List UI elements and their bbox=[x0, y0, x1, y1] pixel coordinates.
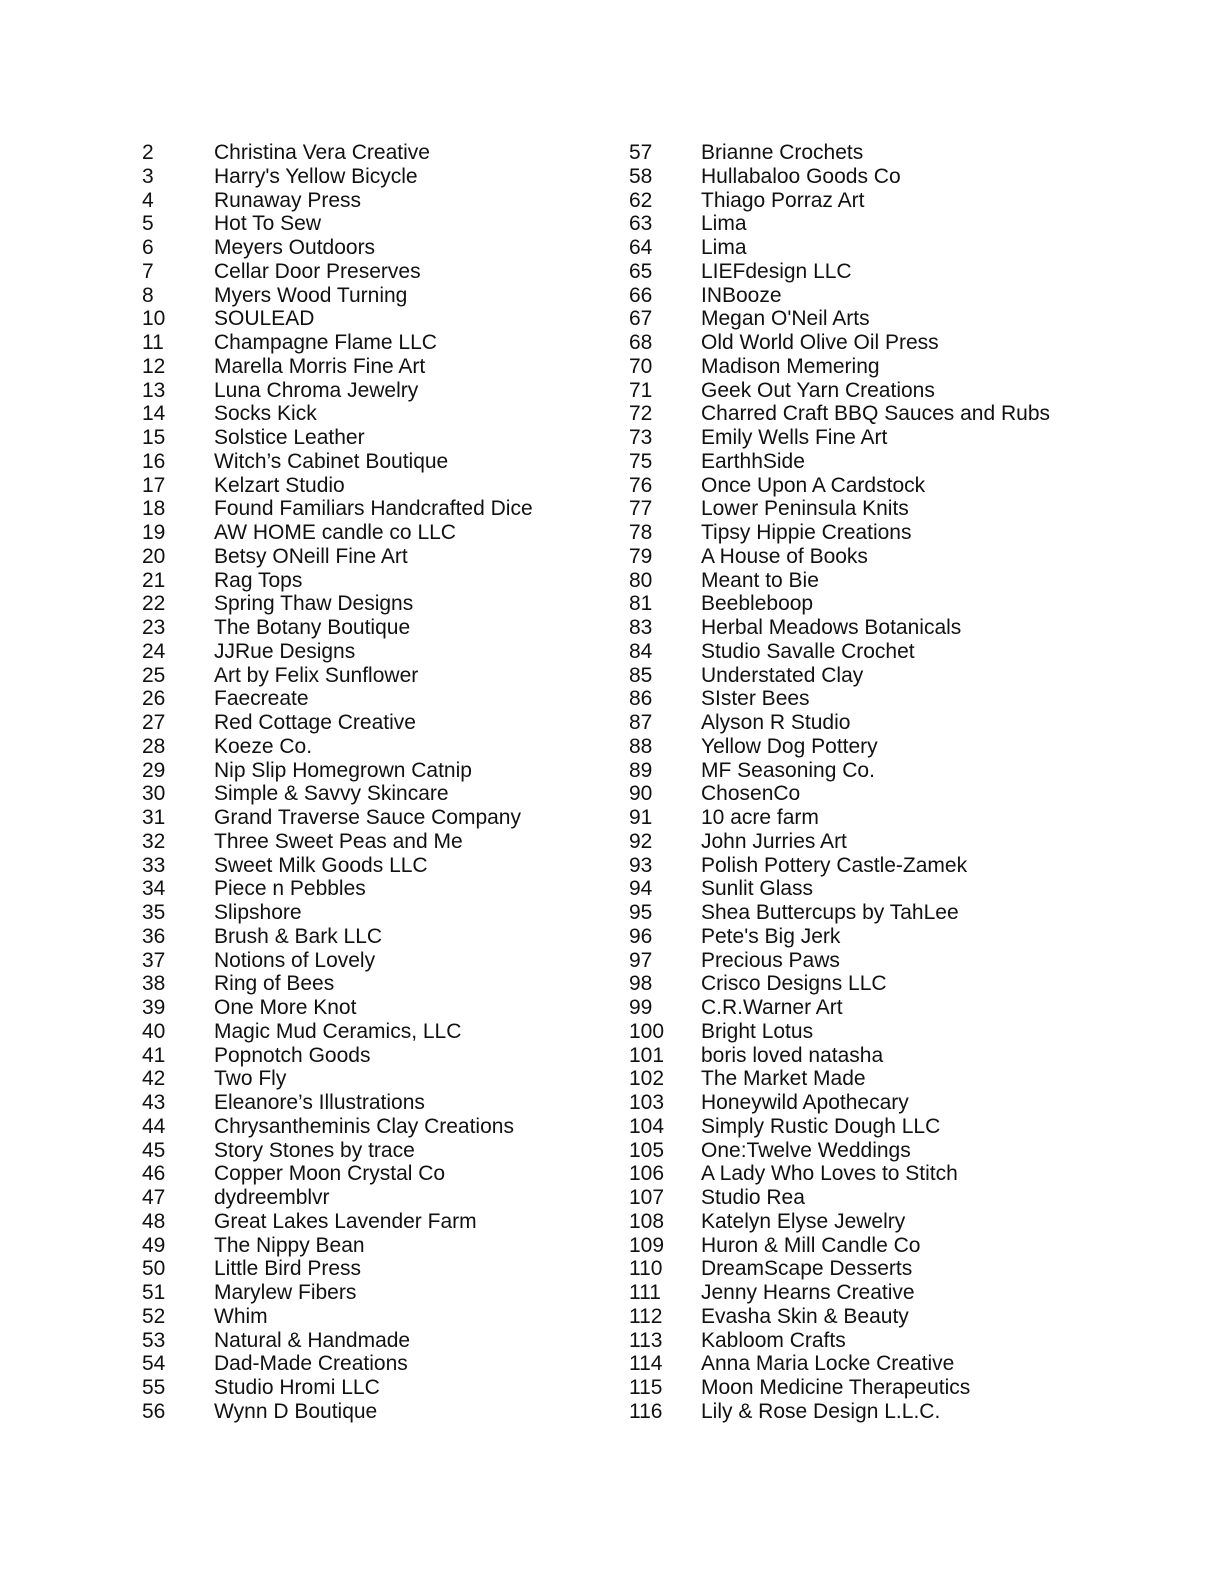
booth-number: 72 bbox=[629, 402, 653, 426]
vendor-name: Meyers Outdoors bbox=[214, 236, 376, 259]
vendor-name: Pete's Big Jerk bbox=[701, 924, 841, 948]
vendor-name: Studio Hromi LLC bbox=[214, 1376, 380, 1399]
vendor-name: Witch’s Cabinet Boutique bbox=[214, 449, 449, 473]
booth-number: 77 bbox=[629, 497, 653, 521]
booth-number: 22 bbox=[142, 592, 166, 616]
vendor-name: Studio Savalle Crochet bbox=[701, 639, 915, 663]
vendor-name: Red Cottage Creative bbox=[214, 711, 416, 734]
booth-number: 63 bbox=[629, 212, 653, 236]
booth-number: 92 bbox=[629, 829, 653, 853]
booth-number: 116 bbox=[629, 1399, 663, 1423]
booth-number: 81 bbox=[629, 592, 653, 616]
vendor-name: Emily Wells Fine Art bbox=[701, 426, 888, 449]
booth-number: 84 bbox=[629, 639, 653, 663]
vendor-name: Marylew Fibers bbox=[214, 1281, 357, 1304]
vendor-name: Grand Traverse Sauce Company bbox=[214, 806, 521, 829]
vendor-name: Evasha Skin & Beauty bbox=[701, 1304, 909, 1328]
booth-number: 11 bbox=[142, 331, 164, 354]
booth-number: 28 bbox=[142, 734, 166, 758]
vendor-name: One More Knot bbox=[214, 996, 357, 1019]
vendor-name: Lima bbox=[701, 236, 747, 259]
booth-number: 83 bbox=[629, 616, 653, 639]
vendor-name: The Nippy Bean bbox=[214, 1233, 365, 1257]
booth-number: 94 bbox=[629, 877, 653, 901]
booth-number: 54 bbox=[142, 1352, 166, 1376]
vendor-name: Precious Paws bbox=[701, 948, 840, 972]
booth-number: 62 bbox=[629, 188, 653, 212]
vendor-name: Ring of Bees bbox=[214, 972, 335, 996]
vendor-name: John Jurries Art bbox=[701, 829, 847, 853]
booth-number: 31 bbox=[142, 806, 166, 829]
booth-number: 70 bbox=[629, 354, 653, 378]
booth-number: 115 bbox=[629, 1376, 663, 1399]
booth-number: 73 bbox=[629, 426, 653, 449]
booth-number: 40 bbox=[142, 1019, 166, 1043]
booth-number: 41 bbox=[142, 1043, 166, 1067]
vendor-name: Huron & Mill Candle Co bbox=[701, 1233, 921, 1257]
booth-number: 66 bbox=[629, 283, 653, 307]
booth-number: 91 bbox=[629, 806, 653, 829]
vendor-name: Yellow Dog Pottery bbox=[701, 734, 878, 758]
vendor-name: Dad-Made Creations bbox=[214, 1352, 408, 1376]
booth-number: 112 bbox=[629, 1304, 663, 1328]
booth-number: 48 bbox=[142, 1209, 166, 1233]
vendor-name: Simple & Savvy Skincare bbox=[214, 782, 449, 806]
vendor-name: AW HOME candle co LLC bbox=[214, 521, 456, 544]
booth-number: 17 bbox=[142, 473, 166, 497]
vendor-name: Herbal Meadows Botanicals bbox=[701, 616, 962, 639]
booth-number: 86 bbox=[629, 687, 653, 711]
vendor-name: LIEFdesign LLC bbox=[701, 259, 852, 283]
vendor-name: Jenny Hearns Creative bbox=[701, 1281, 915, 1304]
vendor-name: Copper Moon Crystal Co bbox=[214, 1162, 446, 1186]
booth-number: 57 bbox=[629, 141, 653, 164]
booth-number: 51 bbox=[142, 1281, 166, 1304]
booth-number: 96 bbox=[629, 924, 653, 948]
vendor-name: Shea Buttercups by TahLee bbox=[701, 901, 959, 924]
vendor-name: Charred Craft BBQ Sauces and Rubs bbox=[701, 402, 1051, 426]
booth-number: 6 bbox=[142, 236, 154, 259]
vendor-name: Three Sweet Peas and Me bbox=[214, 829, 463, 853]
vendor-name: SOULEAD bbox=[214, 307, 315, 331]
vendor-name: EarthhSide bbox=[701, 449, 805, 473]
booth-number: 21 bbox=[142, 568, 166, 592]
booth-number: 110 bbox=[629, 1257, 663, 1281]
vendor-name: Tipsy Hippie Creations bbox=[701, 521, 912, 544]
booth-number: 56 bbox=[142, 1399, 166, 1423]
vendor-name: Old World Olive Oil Press bbox=[701, 331, 939, 354]
vendor-name: Anna Maria Locke Creative bbox=[701, 1352, 955, 1376]
booth-number: 39 bbox=[142, 996, 166, 1019]
booth-number: 27 bbox=[142, 711, 166, 734]
booth-number: 107 bbox=[629, 1186, 665, 1209]
vendor-name: MF Seasoning Co. bbox=[701, 758, 875, 782]
booth-number: 104 bbox=[629, 1114, 665, 1138]
booth-number: 3 bbox=[142, 164, 154, 188]
booth-number: 98 bbox=[629, 972, 653, 996]
vendor-name: dydreemblvr bbox=[214, 1186, 330, 1209]
vendor-name: Notions of Lovely bbox=[214, 948, 376, 972]
booth-number: 29 bbox=[142, 758, 166, 782]
vendor-name: Great Lakes Lavender Farm bbox=[214, 1209, 477, 1233]
booth-number: 88 bbox=[629, 734, 653, 758]
vendor-name: Christina Vera Creative bbox=[214, 141, 430, 164]
booth-number: 93 bbox=[629, 853, 653, 877]
vendor-name: Kabloom Crafts bbox=[701, 1328, 846, 1352]
vendor-name: Koeze Co. bbox=[214, 734, 313, 758]
booth-number: 65 bbox=[629, 259, 653, 283]
vendor-name: Moon Medicine Therapeutics bbox=[701, 1376, 971, 1399]
booth-number: 75 bbox=[629, 449, 653, 473]
vendor-name: Lily & Rose Design L.L.C. bbox=[701, 1399, 941, 1423]
vendor-name: Hullabaloo Goods Co bbox=[701, 164, 901, 188]
booth-number: 111 bbox=[629, 1281, 661, 1304]
booth-number: 30 bbox=[142, 782, 166, 806]
vendor-name: Hot To Sew bbox=[214, 212, 321, 236]
vendor-name: Megan O'Neil Arts bbox=[701, 307, 870, 331]
vendor-name: Myers Wood Turning bbox=[214, 283, 408, 307]
vendor-name: Cellar Door Preserves bbox=[214, 259, 421, 283]
vendor-name: One:Twelve Weddings bbox=[701, 1138, 911, 1162]
booth-number: 101 bbox=[629, 1043, 665, 1067]
vendor-name: Champagne Flame LLC bbox=[214, 331, 437, 354]
vendor-name: Understated Clay bbox=[701, 663, 864, 687]
booth-number: 38 bbox=[142, 972, 166, 996]
vendor-name: Luna Chroma Jewelry bbox=[214, 378, 419, 402]
vendor-name: Marella Morris Fine Art bbox=[214, 354, 426, 378]
vendor-name: Brianne Crochets bbox=[701, 141, 864, 164]
vendor-name: Kelzart Studio bbox=[214, 473, 345, 497]
vendor-name: Two Fly bbox=[214, 1067, 287, 1091]
booth-number: 26 bbox=[142, 687, 166, 711]
booth-number: 55 bbox=[142, 1376, 166, 1399]
vendor-name: ChosenCo bbox=[701, 782, 801, 806]
booth-number: 64 bbox=[629, 236, 653, 259]
vendor-name: Brush & Bark LLC bbox=[214, 924, 383, 948]
booth-number: 47 bbox=[142, 1186, 166, 1209]
vendor-name: Popnotch Goods bbox=[214, 1043, 371, 1067]
vendor-name: Whim bbox=[214, 1304, 268, 1328]
vendor-name: Nip Slip Homegrown Catnip bbox=[214, 758, 472, 782]
booth-number: 15 bbox=[142, 426, 166, 449]
booth-number: 68 bbox=[629, 331, 653, 354]
vendor-name: Studio Rea bbox=[701, 1186, 805, 1209]
vendor-name: Madison Memering bbox=[701, 354, 880, 378]
booth-number: 78 bbox=[629, 521, 653, 544]
vendor-name: Sweet Milk Goods LLC bbox=[214, 853, 428, 877]
booth-number: 52 bbox=[142, 1304, 166, 1328]
booth-number: 46 bbox=[142, 1162, 166, 1186]
vendor-name: Art by Felix Sunflower bbox=[214, 663, 419, 687]
booth-number: 109 bbox=[629, 1233, 665, 1257]
booth-number: 45 bbox=[142, 1138, 166, 1162]
booth-number: 80 bbox=[629, 568, 653, 592]
booth-number: 35 bbox=[142, 901, 166, 924]
vendor-name: Lower Peninsula Knits bbox=[701, 497, 909, 521]
vendor-name: Polish Pottery Castle-Zamek bbox=[701, 853, 968, 877]
booth-number: 58 bbox=[629, 164, 653, 188]
booth-number: 24 bbox=[142, 639, 166, 663]
booth-number: 37 bbox=[142, 948, 166, 972]
booth-number: 33 bbox=[142, 853, 166, 877]
booth-number: 44 bbox=[142, 1114, 166, 1138]
vendor-name: Bright Lotus bbox=[701, 1019, 814, 1043]
booth-number: 76 bbox=[629, 473, 653, 497]
booth-number: 102 bbox=[629, 1067, 665, 1091]
booth-number: 85 bbox=[629, 663, 653, 687]
vendor-name: Thiago Porraz Art bbox=[701, 188, 865, 212]
booth-number: 113 bbox=[629, 1328, 663, 1352]
vendor-name: Spring Thaw Designs bbox=[214, 592, 414, 616]
booth-number: 34 bbox=[142, 877, 166, 901]
vendor-name: A Lady Who Loves to Stitch bbox=[701, 1162, 958, 1186]
booth-number: 108 bbox=[629, 1209, 665, 1233]
vendor-name: Katelyn Elyse Jewelry bbox=[701, 1209, 906, 1233]
booth-number: 89 bbox=[629, 758, 653, 782]
booth-number: 50 bbox=[142, 1257, 166, 1281]
vendor-name: JJRue Designs bbox=[214, 639, 356, 663]
booth-number: 49 bbox=[142, 1233, 166, 1257]
vendor-name: Betsy ONeill Fine Art bbox=[214, 544, 408, 568]
vendor-name: boris loved natasha bbox=[701, 1043, 884, 1067]
vendor-name: Meant to Bie bbox=[701, 568, 819, 592]
vendor-name: Sunlit Glass bbox=[701, 877, 814, 901]
vendor-name: Wynn D Boutique bbox=[214, 1399, 378, 1423]
vendor-name: The Market Made bbox=[701, 1067, 866, 1091]
booth-number: 18 bbox=[142, 497, 166, 521]
booth-number: 32 bbox=[142, 829, 166, 853]
booth-number: 4 bbox=[142, 188, 154, 212]
booth-number: 23 bbox=[142, 616, 166, 639]
vendor-name: Beebleboop bbox=[701, 592, 814, 616]
booth-number: 53 bbox=[142, 1328, 166, 1352]
vendor-name: SIster Bees bbox=[701, 687, 810, 711]
vendor-name: Rag Tops bbox=[214, 568, 303, 592]
vendor-name: Crisco Designs LLC bbox=[701, 972, 887, 996]
vendor-name: Honeywild Apothecary bbox=[701, 1091, 909, 1114]
vendor-name: Lima bbox=[701, 212, 747, 236]
booth-number: 10 bbox=[142, 307, 166, 331]
vendor-name: Magic Mud Ceramics, LLC bbox=[214, 1019, 462, 1043]
booth-number: 19 bbox=[142, 521, 166, 544]
booth-number: 5 bbox=[142, 212, 154, 236]
booth-number: 90 bbox=[629, 782, 653, 806]
booth-number: 103 bbox=[629, 1091, 665, 1114]
booth-number: 105 bbox=[629, 1138, 665, 1162]
vendor-name: Natural & Handmade bbox=[214, 1328, 411, 1352]
vendor-name: A House of Books bbox=[701, 544, 868, 568]
booth-number: 25 bbox=[142, 663, 166, 687]
booth-number: 43 bbox=[142, 1091, 166, 1114]
booth-number: 7 bbox=[142, 259, 154, 283]
vendor-name: Faecreate bbox=[214, 687, 309, 711]
vendor-name: Story Stones by trace bbox=[214, 1138, 415, 1162]
vendor-name: Socks Kick bbox=[214, 402, 317, 426]
booth-number: 87 bbox=[629, 711, 653, 734]
vendor-name: INBooze bbox=[701, 283, 782, 307]
vendor-name: Harry's Yellow Bicycle bbox=[214, 164, 418, 188]
booth-number: 67 bbox=[629, 307, 653, 331]
booth-number: 97 bbox=[629, 948, 653, 972]
vendor-name: Slipshore bbox=[214, 901, 302, 924]
vendor-name: Runaway Press bbox=[214, 188, 362, 212]
booth-number: 106 bbox=[629, 1162, 665, 1186]
vendor-name: Alyson R Studio bbox=[701, 711, 851, 734]
booth-number: 114 bbox=[629, 1352, 663, 1376]
vendor-name: Once Upon A Cardstock bbox=[701, 473, 926, 497]
booth-number: 20 bbox=[142, 544, 166, 568]
booth-number: 99 bbox=[629, 996, 653, 1019]
vendor-name: Geek Out Yarn Creations bbox=[701, 378, 935, 402]
booth-number: 95 bbox=[629, 901, 653, 924]
vendor-name: 10 acre farm bbox=[701, 806, 819, 829]
booth-number: 2 bbox=[142, 141, 154, 164]
vendor-name: The Botany Boutique bbox=[214, 616, 411, 639]
vendor-name: Little Bird Press bbox=[214, 1257, 362, 1281]
vendor-name: DreamScape Desserts bbox=[701, 1257, 913, 1281]
booth-number: 79 bbox=[629, 544, 653, 568]
booth-number: 36 bbox=[142, 924, 166, 948]
booth-number: 12 bbox=[142, 354, 166, 378]
vendor-name: Piece n Pebbles bbox=[214, 877, 366, 901]
vendor-name: Chrysantheminis Clay Creations bbox=[214, 1114, 514, 1138]
booth-number: 14 bbox=[142, 402, 166, 426]
booth-number: 71 bbox=[629, 378, 653, 402]
vendor-name: Found Familiars Handcrafted Dice bbox=[214, 497, 533, 521]
vendor-name: Simply Rustic Dough LLC bbox=[701, 1114, 941, 1138]
booth-number: 16 bbox=[142, 449, 166, 473]
vendor-name: Eleanore’s Illustrations bbox=[214, 1091, 425, 1114]
booth-number: 13 bbox=[142, 378, 166, 402]
vendor-name: C.R.Warner Art bbox=[701, 996, 843, 1019]
booth-number: 8 bbox=[142, 283, 154, 307]
vendor-name: Solstice Leather bbox=[214, 426, 365, 449]
booth-number: 42 bbox=[142, 1067, 166, 1091]
booth-number: 100 bbox=[629, 1019, 665, 1043]
